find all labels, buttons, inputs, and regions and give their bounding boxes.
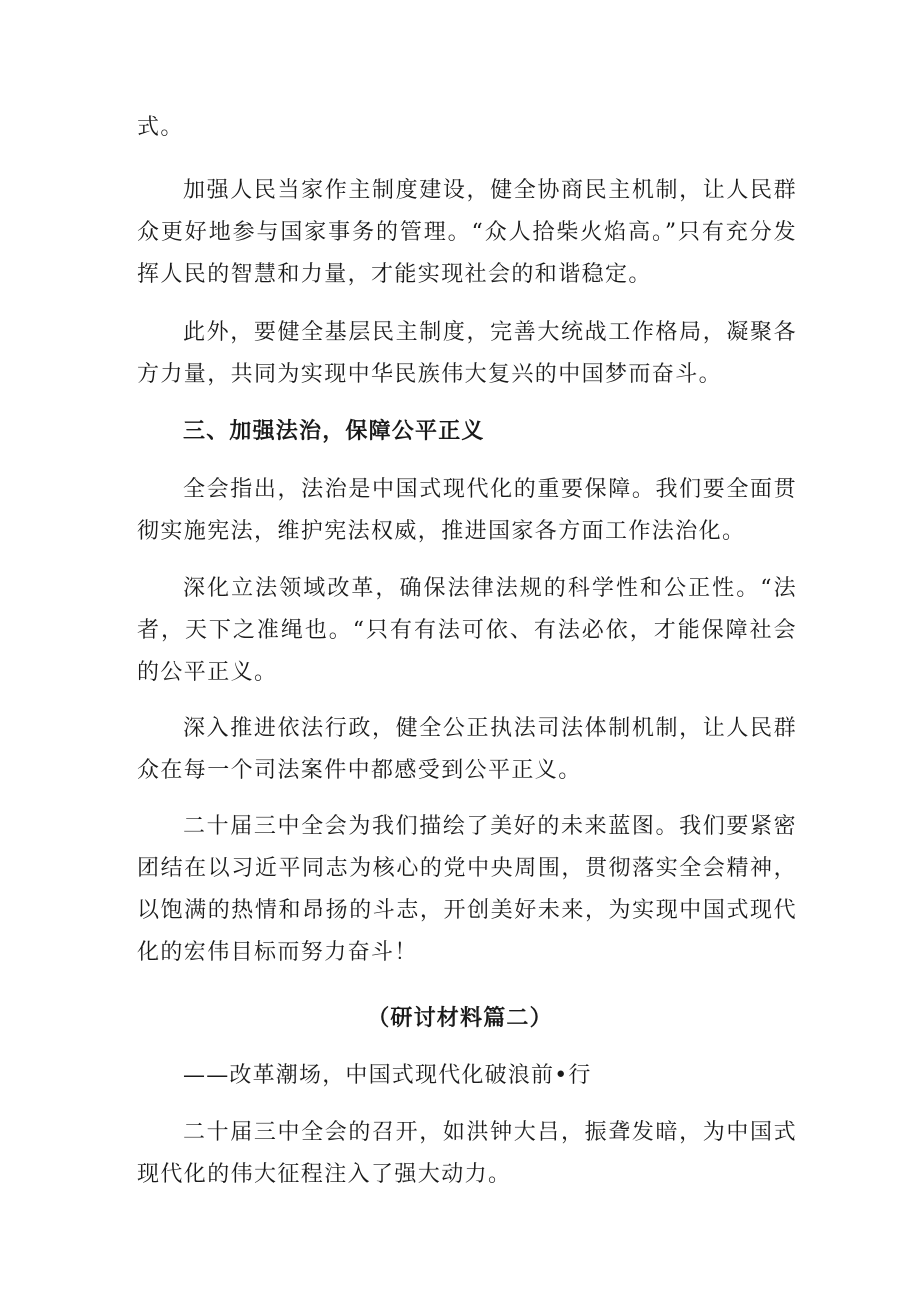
paragraph-grassroots: 此外，要健全基层民主制度，完善大统战工作格局，凝聚各方力量，共同为实现中华民族伟大复兴的中国梦而奋斗。 xyxy=(137,320,797,387)
paragraph-session-opening: 二十届三中全会的召开，如洪钟大吕，振聋发暗，为中国式现代化的伟大征程注入了强大动力。 xyxy=(137,1120,797,1187)
part-subtitle: ——改革潮场，中国式现代化破浪前•行 xyxy=(183,1063,592,1088)
paragraph-rule-of-law: 全会指出，法治是中国式现代化的重要保障。我们要全面贯彻实施宪法，维护宪法权威，推进国家各方面工作法治化。 xyxy=(137,477,797,544)
paragraph-administration: 深入推进依法行政，健全公正执法司法体制机制，让人民群众在每一个司法案件中都感受到公平正义。 xyxy=(137,716,797,783)
paragraph-conclusion: 二十届三中全会为我们描绘了美好的未来蓝图。我们要紧密团结在以习近平同志为核心的党中央周围，贯彻落实全会精神，以饱满的热情和昂扬的斗志，开创美好未来，为实现中国式现代化的宏伟目标而努力奋斗！ xyxy=(137,814,797,965)
part-title: （研讨材料篇二） xyxy=(367,1006,553,1031)
paragraph-legislation: 深化立法领域改革，确保法律法规的科学性和公正性。“法者，天下之准绳也。“只有有法可依、有法必依，才能保障社会的公平正义。 xyxy=(137,576,797,685)
paragraph-continuation: 式。 xyxy=(137,115,184,140)
section-heading: 三、加强法治，保障公平正义 xyxy=(183,419,485,444)
paragraph-democracy: 加强人民当家作主制度建设，健全协商民主机制，让人民群众更好地参与国家事务的管理。“众人拾柴火焰高。”只有充分发挥人民的智慧和力量，才能实现社会的和谐稳定。 xyxy=(137,178,797,287)
